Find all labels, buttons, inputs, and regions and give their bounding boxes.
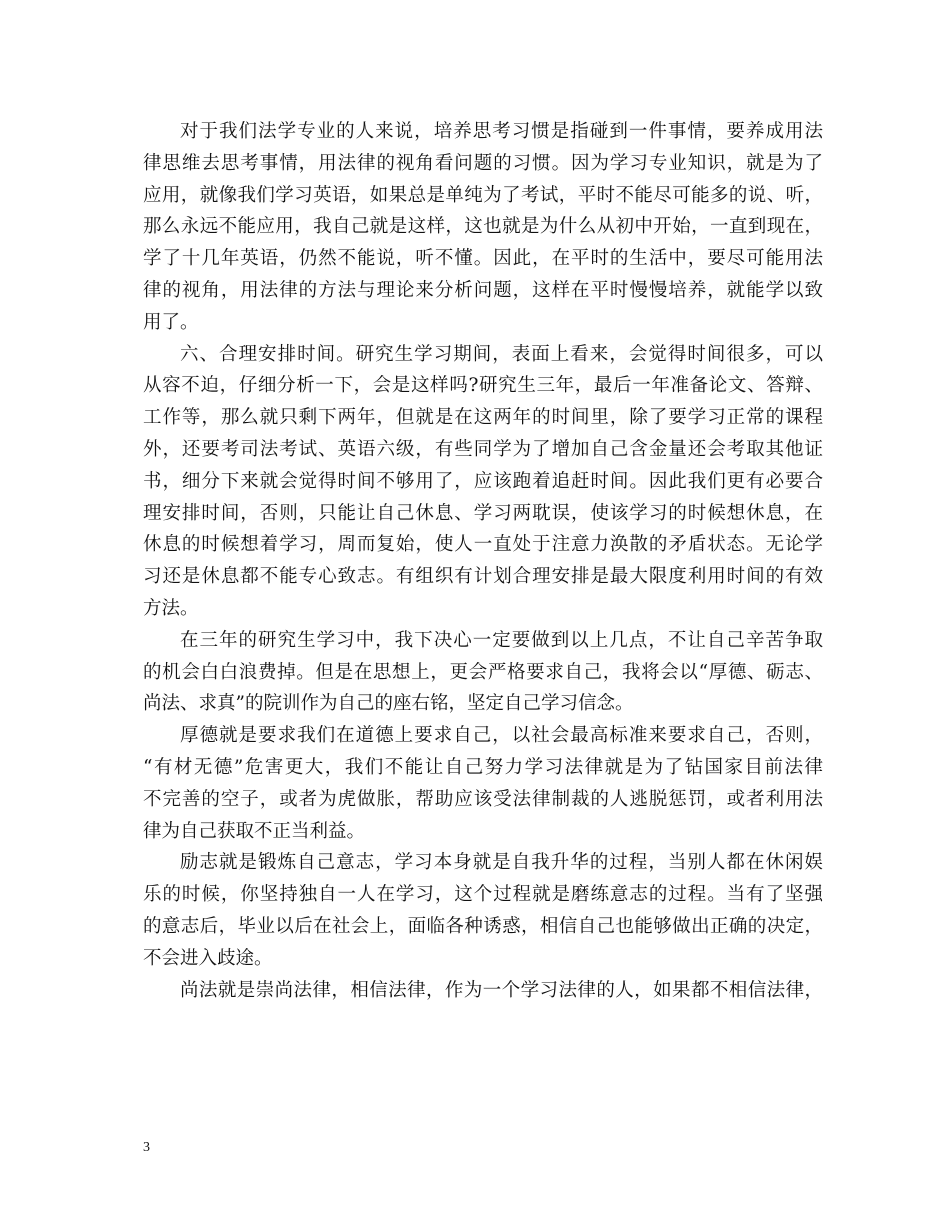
text-line: 休息的时候想着学习，周而复始，使人一直处于注意力涣散的矛盾状态。无论学 (143, 534, 823, 556)
paragraph (143, 720, 823, 847)
page-number: 3 (143, 1140, 150, 1155)
text-line: 书，细分下来就会觉得时间不够用了，应该跑着追赶时间。因此我们更有必要合 (143, 470, 823, 492)
text-line: 那么永远不能应用，我自己就是这样，这也就是为什么从初中开始，一直到现在， (143, 216, 823, 238)
text-line: 的意志后，毕业以后在社会上，面临各种诱惑，相信自己也能够做出正确的决定， (143, 915, 823, 937)
text-line: 厚德就是要求我们在道德上要求自己，以社会最高标准来要求自己，否则， (180, 725, 823, 747)
text-line: 对于我们法学专业的人来说，培养思考习惯是指碰到一件事情，要养成用法 (180, 121, 823, 142)
paragraph (143, 339, 823, 625)
text-line: “有材无德”危害更大，我们不能让自己努力学习法律就是为了钻国家目前法律 (143, 756, 823, 778)
paragraph (143, 625, 823, 720)
text-line: 理安排时间，否则，只能让自己休息、学习两耽误，使该学习的时候想休息，在 (143, 502, 823, 524)
text-line: 习还是休息都不能专心致志。有组织有计划合理安排是最大限度利用时间的有效 (143, 566, 823, 588)
text-line: 的机会白白浪费掉。但是在思想上，更会严格要求自己，我将会以“厚德、砺志、 (143, 661, 823, 683)
text-line: 在三年的研究生学习中，我下决心一定要做到以上几点，不让自己辛苦争取 (180, 629, 823, 651)
text-line: 不会进入歧途。 (143, 947, 273, 969)
text-line: 律的视角，用法律的方法与理论来分析问题，这样在平时慢慢培养，就能学以致 (143, 279, 823, 301)
text-line: 乐的时候，你坚持独自一人在学习，这个过程就是磨练意志的过程。当有了坚强 (143, 884, 823, 906)
paragraph (143, 116, 823, 339)
text-line: 从容不迫，仔细分析一下，会是这样吗?研究生三年，最后一年准备论文、答辩、 (143, 375, 823, 397)
text-line: 方法。 (143, 597, 199, 619)
text-line: 六、合理安排时间。研究生学习期间，表面上看来，会觉得时间很多，可以 (180, 343, 823, 365)
paragraph (143, 975, 823, 1007)
paragraph (143, 847, 823, 974)
text-line: 学了十几年英语，仍然不能说，听不懂。因此，在平时的生活中，要尽可能用法 (143, 248, 823, 270)
text-line: 用了。 (143, 311, 199, 333)
text-line: 尚法、求真”的院训作为自己的座右铭，坚定自己学习信念。 (143, 693, 634, 715)
text-line: 外，还要考司法考试、英语六级，有些同学为了增加自己含金量还会考取其他证 (143, 438, 823, 460)
text-line: 不完善的空子，或者为虎做胀，帮助应该受法律制裁的人逃脱惩罚，或者利用法 (143, 788, 823, 810)
text-line: 应用，就像我们学习英语，如果总是单纯为了考试，平时不能尽可能多的说、听， (143, 184, 823, 206)
document-body (143, 116, 823, 1006)
text-line: 尚法就是崇尚法律，相信法律，作为一个学习法律的人，如果都不相信法律， (180, 979, 823, 1001)
text-line: 律为自己获取不正当利益。 (143, 820, 366, 842)
text-line: 律思维去思考事情，用法律的视角看问题的习惯。因为学习专业知识，就是为了 (143, 152, 823, 174)
text-line: 励志就是锻炼自己意志，学习本身就是自我升华的过程，当别人都在休闲娱 (180, 852, 823, 874)
text-line: 工作等，那么就只剩下两年，但就是在这两年的时间里，除了要学习正常的课程 (143, 407, 823, 429)
